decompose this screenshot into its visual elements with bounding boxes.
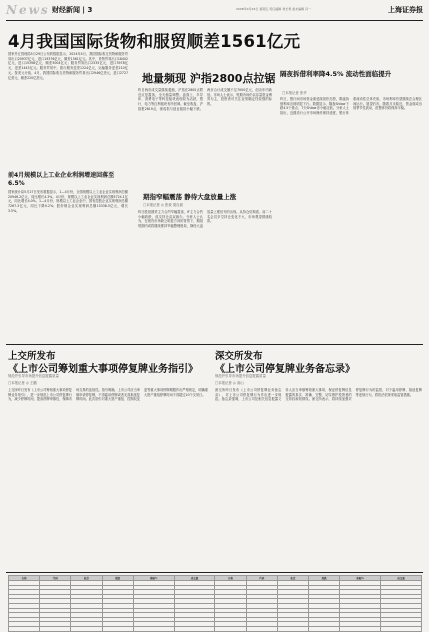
market-subhead-body: 昨日股指期货主力合约窄幅震荡，IF主力合约小幅收跌，成交持仓双双减少。分析人士认为，在现货市场缺乏明显方向的背景下，期指短期内或将继续维持窄幅整理格局，静待大盘放量上涨信号的出现。从持仓结构看，前二十名会员多空持仓变化不大，市场观望情绪较浓。 — [138, 210, 272, 229]
masthead-meta: 2008年9月26日 星期五 责任编辑 刘长青 美术编辑 冯一 — [236, 7, 312, 11]
table-header: 涨幅% — [340, 576, 381, 581]
table-header: 收盘 — [71, 576, 102, 581]
table-header: 涨跌 — [102, 576, 133, 581]
table-cell — [277, 626, 308, 631]
table-header: 名称 — [215, 576, 246, 581]
table-header: 涨幅% — [133, 576, 174, 581]
section-label: News — [6, 3, 50, 17]
table-cell — [40, 626, 71, 631]
table-cell — [215, 626, 246, 631]
market-headline: 地量频现 沪指2800点拉锯 — [142, 72, 276, 85]
table-header: 涨跌 — [308, 576, 339, 581]
market-subhead: 期指窄幅震荡 静待大盘放量上涨 — [143, 193, 237, 201]
bottom-left-kicker: 上交所发布 — [8, 351, 56, 362]
data-table — [8, 575, 422, 632]
table-header: 成交量 — [174, 576, 215, 581]
table-cell — [133, 626, 174, 631]
table-cell — [9, 626, 40, 631]
paper-name: 上海证券报 — [388, 5, 423, 14]
table-row — [9, 626, 422, 631]
right-story-body: 昨日，银行间市场资金面延续宽松态势，隔夜拆借利率出现明显下行。数据显示，隔夜Shibor下跌4.5个基点，7天Shibor亦小幅走低。分析人士指出，近期央行公开市场操作保持适度，银行体系流动性总体充裕，市场利率有望继续在合理区间运行。展望后市，随着月末临近，资金面或出现季节性波动，但整体仍将保持平稳。 — [280, 97, 422, 116]
bottom-left-subhead: 规范并引导市场提升信息披露质量 — [8, 374, 59, 378]
right-headline: 隔夜拆借利率降4.5% 流动性面临提升 — [280, 70, 392, 78]
table-header: 成交量 — [381, 576, 422, 581]
table-header: 代码 — [246, 576, 277, 581]
market-story-body: 昨日两市成交量继续萎缩，沪指在2800点附近反复震荡，全天缩量调整。盘面上，半导体、消费电子等科技板块表现较为活跃，银行、电力等红利板块有所回调。截至收盘，沪指报2819点，深成指与创业板指小幅下跌。两市合计成交额不足7000亿元，创出年内新低。市场人士表示，短期市场仍以存量资金博弈为主，投资者可关注业绩确定性较强的标的。 — [138, 88, 272, 111]
masthead — [6, 5, 423, 17]
lead-story-body: 国家外汇管理局5月29日公布的数据显示，2024年4月，我国国际收支货物和服务贸易出口20937亿元，进口19376亿元，顺差1561亿元。其中，货物贸易出口18402亿元，进口15398亿元，顺差3004亿元；服务贸易出口2535亿元，进口3978亿元，逆差1443亿元。服务贸易中，旅行服务逆差1224亿元，运输服务逆差210亿元。按美元计值，4月，我国国际收支货物和服务贸易出口2946亿美元，进口2727亿美元，顺差220亿美元。 — [8, 52, 128, 80]
market-byline: □本报记者 ◎ 张欢 梁自斌 — [143, 203, 183, 207]
table-cell — [71, 626, 102, 631]
right-byline: □本报记者 张华 — [282, 91, 307, 95]
table-rule — [6, 572, 423, 573]
bottom-right-body: 深交所昨日发布《上市公司停复牌业务备忘录》，对上市公司停复牌行为作出进一步规范。备忘录强调，上市公司及相关信息披露义务人应当审慎筹划重大事项，保证停复牌信息披露的真实、准确、完整，切实维护投资者的交易权和知情权。深交所表示，将持续加强对停复牌行为的监管，对于滥用停牌、拖延复牌等违规行为，将依法依规采取监管措施。 — [215, 388, 422, 402]
column-name: 财经新闻 | 3 — [52, 6, 93, 14]
bottom-right-subhead: 规范并引导市场提升信息披露质量 — [215, 374, 266, 378]
table-cell — [174, 626, 215, 631]
bottom-right-headline: 《上市公司停复牌业务备忘录》 — [215, 364, 355, 375]
lead-subhead: 前4月规模以上工业企业利润增速回落至6.5% — [8, 172, 115, 187]
table-cell — [340, 626, 381, 631]
table-cell — [246, 626, 277, 631]
bottom-left-headline: 《上市公司筹划重大事项停复牌业务指引》 — [8, 364, 198, 375]
table-header: 名称 — [9, 576, 40, 581]
bottom-left-byline: □本报记者 ◎ 王璐 — [8, 381, 37, 385]
bottom-left-body: 上交所昨日发布《上市公司筹划重大事项停复牌业务指引》，进一步规范上市公司停复牌行为，减少停牌时间，提高停牌审慎性，保障市场交易的连续性。指引明确，上市公司应当审慎申请停复牌，不得滥用停牌或者无故拖延复牌时间。此次指引对重大资产重组、控制权变更等重大事项停牌期限作出严格规定，明确重大资产重组停牌时间不得超过10个交易日。 — [8, 388, 208, 402]
bottom-right-kicker: 深交所发布 — [215, 351, 263, 362]
bottom-right-byline: □本报记者 ◎ 高山 — [215, 381, 244, 385]
table-header: 收盘 — [277, 576, 308, 581]
table-cell — [381, 626, 422, 631]
table-cell — [102, 626, 133, 631]
table-cell — [308, 626, 339, 631]
section-rule — [6, 344, 423, 345]
lead-headline: 4月我国国际货物和服贸顺差1561亿元 — [8, 32, 301, 51]
masthead-rule — [6, 20, 423, 21]
table-header: 代码 — [40, 576, 71, 581]
lead-subhead-body: 国家统计局5月27日发布数据显示，1—4月份，全国规模以上工业企业实现利润总额20946.2亿元，同比增长4.3%。4月份，规模以上工业企业实现利润总额5724.1亿元，同比增长4.0%。1—4月份，规模以上工业企业中，国有控股企业实现利润总额7267.3亿元，同比下降0.2%；股份制企业实现利润总额15338.5亿元，增长3.5%。 — [8, 190, 128, 213]
